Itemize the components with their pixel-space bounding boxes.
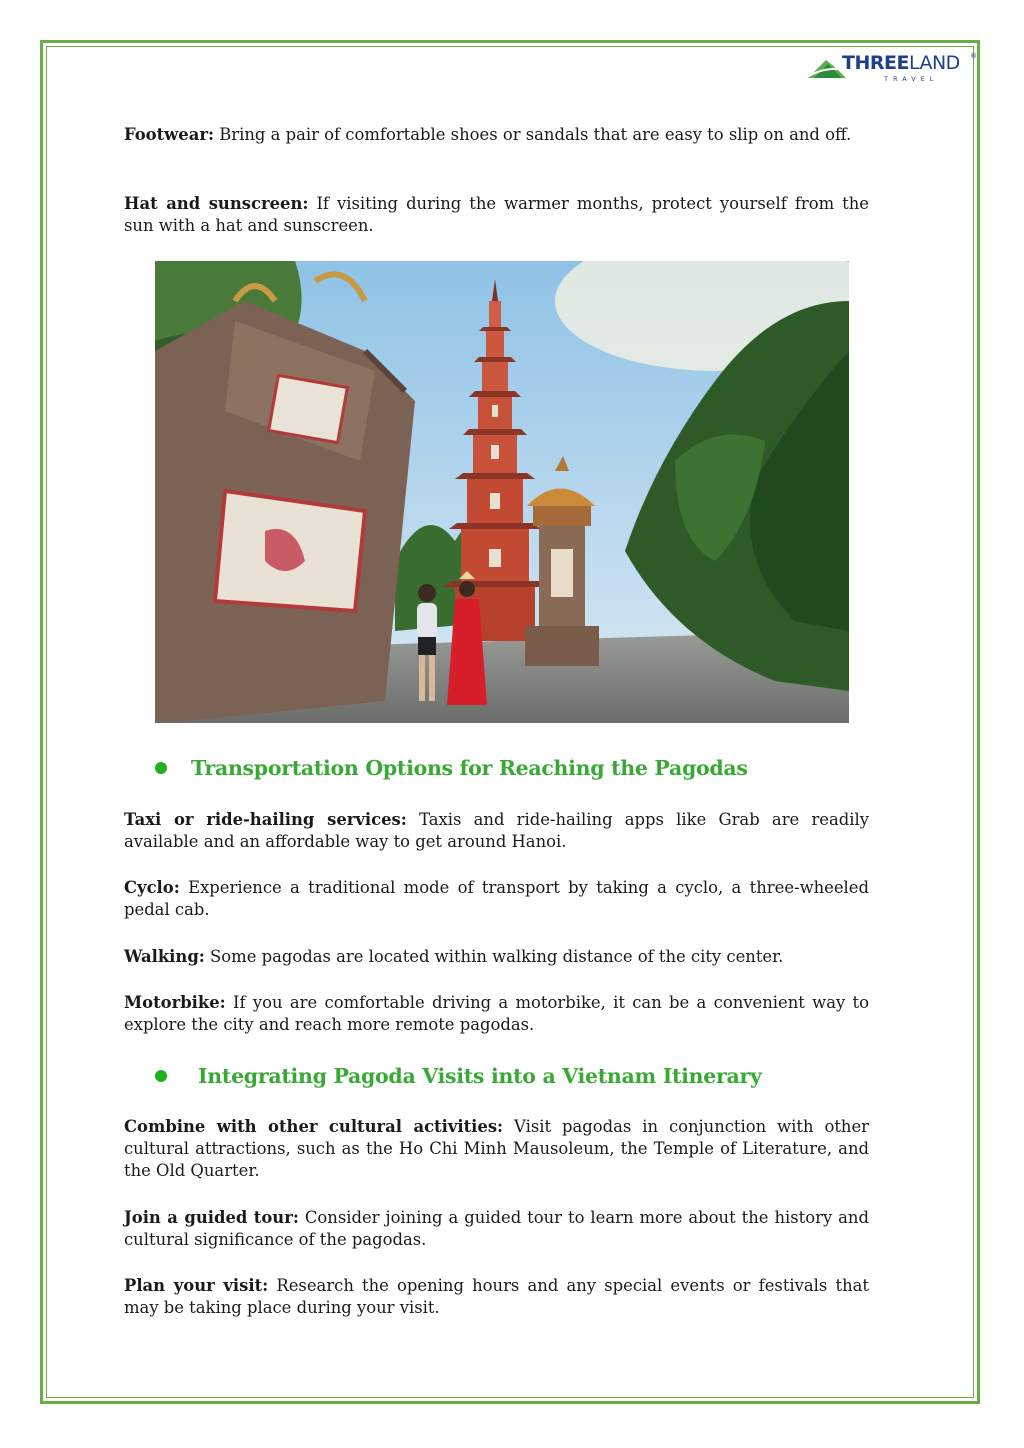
- bullet-dot-icon: [155, 1070, 167, 1082]
- paragraph-walking: [124, 946, 869, 968]
- pagoda-photo: [155, 261, 849, 723]
- paragraph-taxi: [124, 809, 869, 853]
- heading-text: Transportation Options for Reaching the Pagodas: [191, 756, 748, 780]
- paragraph-text: Bring a pair of comfortable shoes or sandals that are easy to slip on and off.: [214, 125, 852, 144]
- paragraph-label: Hat and sunscreen:: [124, 194, 309, 213]
- paragraph-label: Plan your visit:: [124, 1276, 269, 1295]
- paragraph-text: Visit pagodas in conjunction with other cultural attractions, such as the Ho Chi Minh Mausoleum, the Temple of Literature, and the Old Quarter.: [124, 1117, 869, 1180]
- paragraph-plan-visit: [124, 1275, 869, 1319]
- paragraph-text: Research the opening hours and any special events or festivals that may be taking place during your visit.: [124, 1276, 869, 1317]
- paragraph-footwear: [124, 124, 869, 146]
- paragraph-label: Taxi or ride-hailing services:: [124, 810, 407, 829]
- paragraph-text: Some pagodas are located within walking distance of the city center.: [204, 947, 784, 966]
- paragraph-motorbike: [124, 992, 869, 1036]
- paragraph-label: Cyclo:: [124, 878, 180, 897]
- paragraph-cyclo: [124, 877, 869, 921]
- paragraph-text: Taxis and ride-hailing apps like Grab are readily available and an affordable way to get around Hanoi.: [124, 810, 869, 851]
- logo-tagline: TRAVEL: [884, 75, 939, 83]
- paragraph-label: Walking:: [124, 947, 205, 966]
- paragraph-label: Motorbike:: [124, 993, 226, 1012]
- paragraph-combine: [124, 1116, 869, 1182]
- paragraph-label: Combine with other cultural activities:: [124, 1117, 504, 1136]
- paragraph-label: Footwear:: [124, 125, 215, 144]
- logo-registered-mark: ®: [970, 52, 977, 60]
- pagoda-photo-illustration: [155, 261, 849, 723]
- section-heading-itinerary: [155, 1061, 875, 1091]
- paragraph-text: If you are comfortable driving a motorbike, it can be a convenient way to explore the city and reach more remote pagodas.: [124, 993, 869, 1034]
- paragraph-text: Experience a traditional mode of transport by taking a cyclo, a three-wheeled pedal cab.: [124, 878, 869, 919]
- paragraph-guided-tour: [124, 1207, 869, 1251]
- paragraph-hat-sunscreen: [124, 193, 869, 237]
- logo-wordmark: [842, 52, 960, 74]
- paragraph-label: Join a guided tour:: [124, 1208, 299, 1227]
- heading-text: Integrating Pagoda Visits into a Vietnam Itinerary: [198, 1064, 762, 1088]
- logo-brand-bold: THREE: [842, 52, 909, 74]
- threeland-logo: [806, 52, 976, 88]
- section-heading-transportation: [155, 753, 875, 783]
- paragraph-text: If visiting during the warmer months, protect yourself from the sun with a hat and sunscreen.: [124, 194, 869, 235]
- logo-brand-light: LAND: [908, 52, 960, 74]
- bullet-dot-icon: [155, 762, 167, 774]
- paragraph-text: Consider joining a guided tour to learn more about the history and cultural significance of the pagodas.: [124, 1208, 869, 1249]
